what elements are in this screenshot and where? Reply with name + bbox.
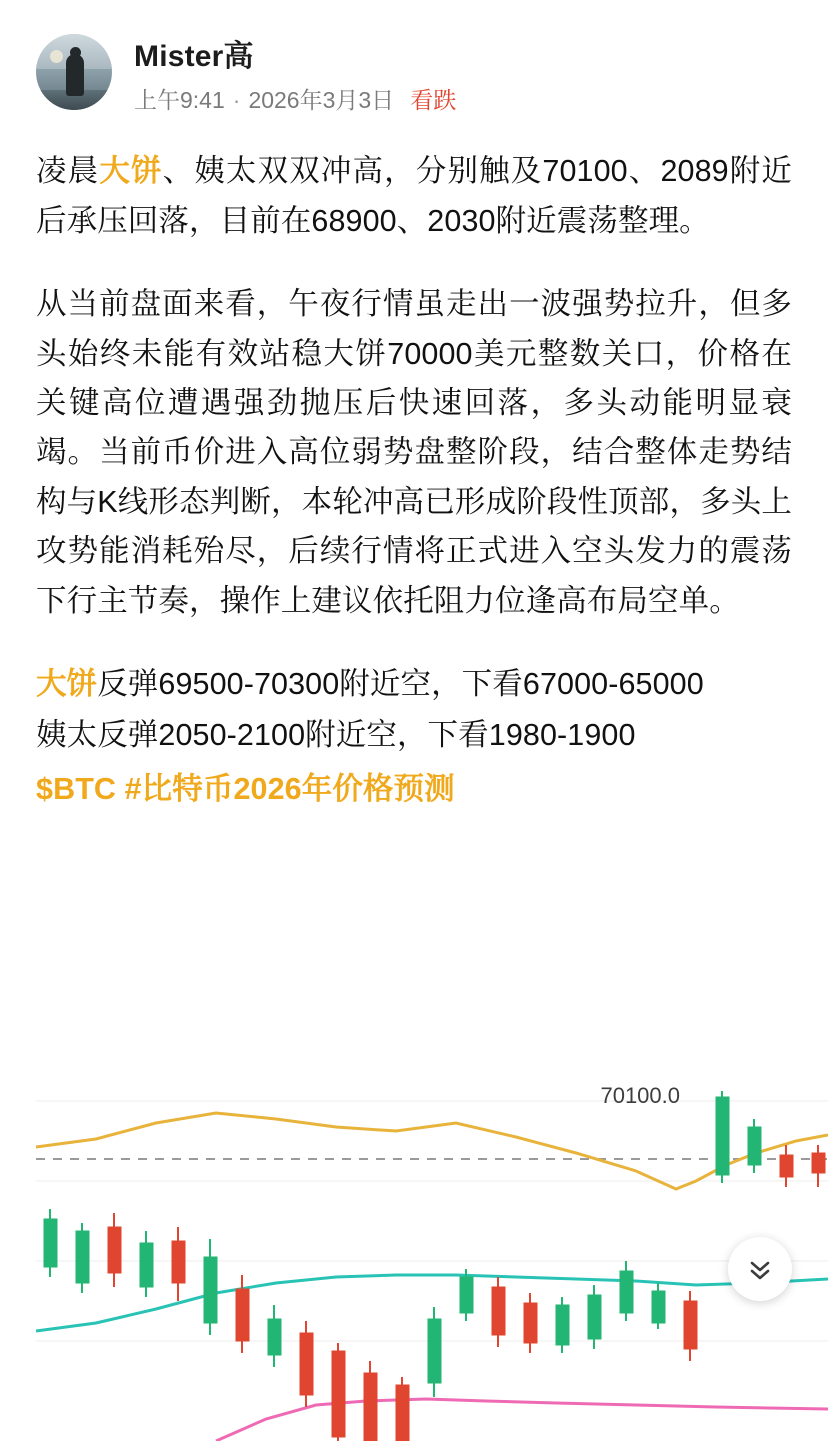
avatar-sun (50, 50, 63, 63)
avatar-person-body (66, 54, 84, 96)
author-meta (134, 34, 456, 115)
signal-line-2: 姨太反弹2050-2100附近空，下看1980-1900 (36, 718, 636, 753)
status-badge-bearish[interactable]: 看跌 (410, 86, 457, 113)
post-header (36, 0, 792, 121)
signal-line-1 (36, 660, 792, 709)
chevron-double-down-icon (745, 1254, 775, 1284)
paragraph-2: 从当前盘面来看，午夜行情虽走出一波强势拉升，但多头始终未能有效站稳大饼70000美元整数关口，价格在关键高位遭遇强劲抛压后快速回落，多头动能明显衰竭。当前币价进入高位弱势盘整阶段，结合整体走势结构与K线形态判断，本轮冲高已形成阶段性顶部，多头上攻势能消耗殆尽，后续行情将正式进入空头发力的震荡下行主节奏，操作上建议依托阻力位逢高布局空单。 (36, 287, 792, 618)
avatar[interactable] (36, 34, 112, 110)
hashtag-line[interactable]: $BTC #比特币2026年价格预测 (36, 771, 455, 806)
price-chart[interactable] (36, 1061, 828, 1441)
post-time: 上午9:41 (134, 86, 225, 113)
signal-1-text: 反弹69500-70300附近空，下看67000-65000 (97, 667, 704, 702)
post-body (36, 147, 792, 812)
signal-1-highlight: 大饼 (36, 667, 98, 702)
paragraph-1-highlight: 大饼 (99, 154, 163, 189)
meta-separator: · (232, 86, 241, 113)
scroll-down-button[interactable] (728, 1237, 792, 1301)
paragraph-1-text-a: 凌晨 (36, 154, 100, 189)
candlestick-chart-svg (36, 1061, 828, 1441)
paragraph-1 (36, 147, 792, 246)
price-annotation-label: 70100.0 (600, 1083, 680, 1108)
post-date: 2026年3月3日 (248, 86, 395, 113)
post-meta-line (134, 86, 456, 116)
paragraph-1-text-b: 、姨太双双冲高，分别触及70100、2089附近后承压回落，目前在68900、2030附近震荡整理。 (36, 154, 793, 238)
author-name[interactable]: Mister高 (134, 40, 254, 73)
